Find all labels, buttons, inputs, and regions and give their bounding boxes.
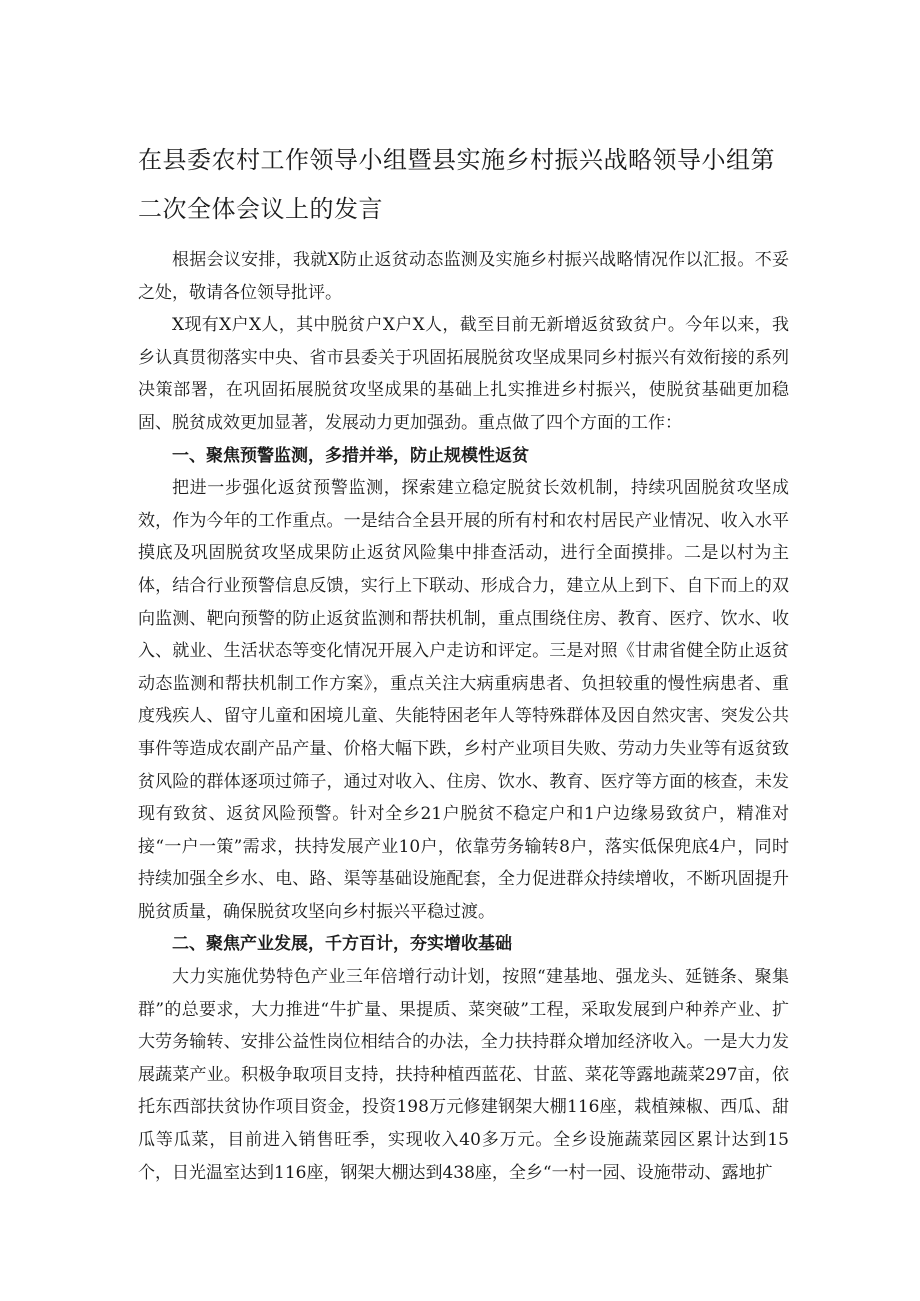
- section-2-paragraph: 大力实施优势特色产业三年倍增行动计划，按照“建基地、强龙头、延链条、聚集群”的总要求，大力推进“牛扩量、果提质、菜突破”工程，采取发展到户种养产业、扩大劳务输转、安排公益性岗位相结合的办法，全力扶持群众增加经济收入。一是大力发展蔬菜产业。积极争取项目支持，扶持种植西蓝花、甘蓝、菜花等露地蔬菜297亩，依托东西部扶贫协作项目资金，投资198万元修建钢架大棚116座，栽植辣椒、西瓜、甜瓜等瓜菜，目前进入销售旺季，实现收入40多万元。全乡设施蔬菜园区累计达到15个，日光温室达到116座，钢架大棚达到438座，全乡“一村一园、设施带动、露地扩: [138, 967, 789, 1183]
- section-heading-1: 一、聚焦预警监测，多措并举，防止规模性返贫: [172, 445, 529, 466]
- overview-paragraph: X现有X户X人，其中脱贫户X户X人，截至目前无新增返贫致贫户。今年以来，我乡认真贯彻落实中央、省市县委关于巩固拓展脱贫攻坚成果同乡村振兴有效衔接的系列决策部署，在巩固拓展脱贫攻坚成果的基础上扎实推进乡村振兴，使脱贫基础更加稳固、脱贫成效更加显著，发展动力更加强劲。重点做了四个方面的工作：: [138, 315, 789, 433]
- document-title: 在县委农村工作领导小组暨县实施乡村振兴战略领导小组第二次全体会议上的发言: [138, 146, 775, 223]
- section-1-paragraph: 把进一步强化返贫预警监测，探索建立稳定脱贫长效机制，持续巩固脱贫攻坚成效，作为今年的工作重点。一是结合全县开展的所有村和农村居民产业情况、收入水平摸底及巩固脱贫攻坚成果防止返贫风险集中排查活动，进行全面摸排。二是以村为主体，结合行业预警信息反馈，实行上下联动、形成合力，建立从上到下、自下而上的双向监测、靶向预警的防止返贫监测和帮扶机制，重点围绕住房、教育、医疗、饮水、收入、就业、生活状态等变化情况开展入户走访和评定。三是对照《甘肃省健全防止返贫动态监测和帮扶机制工作方案》，重点关注大病重病患者、负担较重的慢性病患者、重度残疾人、留守儿童和困境儿童、失能特困老年人等特殊群体及因自然灾害、突发公共事件等造成农副产品产量、价格大幅下跌，乡村产业项目失败、劳动力失业等有返贫致贫风险的群体逐项过筛子，通过对收入、住房、饮水、教育、医疗等方面的核查，未发现有致贫、返贫风险预警。针对全乡21户脱贫不稳定户和1户边缘易致贫户，精准对接“一户一策”需求，扶持发展产业10户，依靠劳务输转8户，落实低保兜底4户，同时持续加强全乡水、电、路、渠等基础设施配套，全力促进群众持续增收，不断巩固提升脱贫质量，确保脱贫攻坚向乡村振兴平稳过渡。: [138, 478, 789, 922]
- intro-paragraph: 根据会议安排，我就X防止返贫动态监测及实施乡村振兴战略情况作以汇报。不妥之处，敬请各位领导批评。: [138, 250, 789, 303]
- document-body: [138, 244, 789, 1189]
- section-heading-2: 二、聚焦产业发展，千方百计，夯实增收基础: [172, 934, 512, 955]
